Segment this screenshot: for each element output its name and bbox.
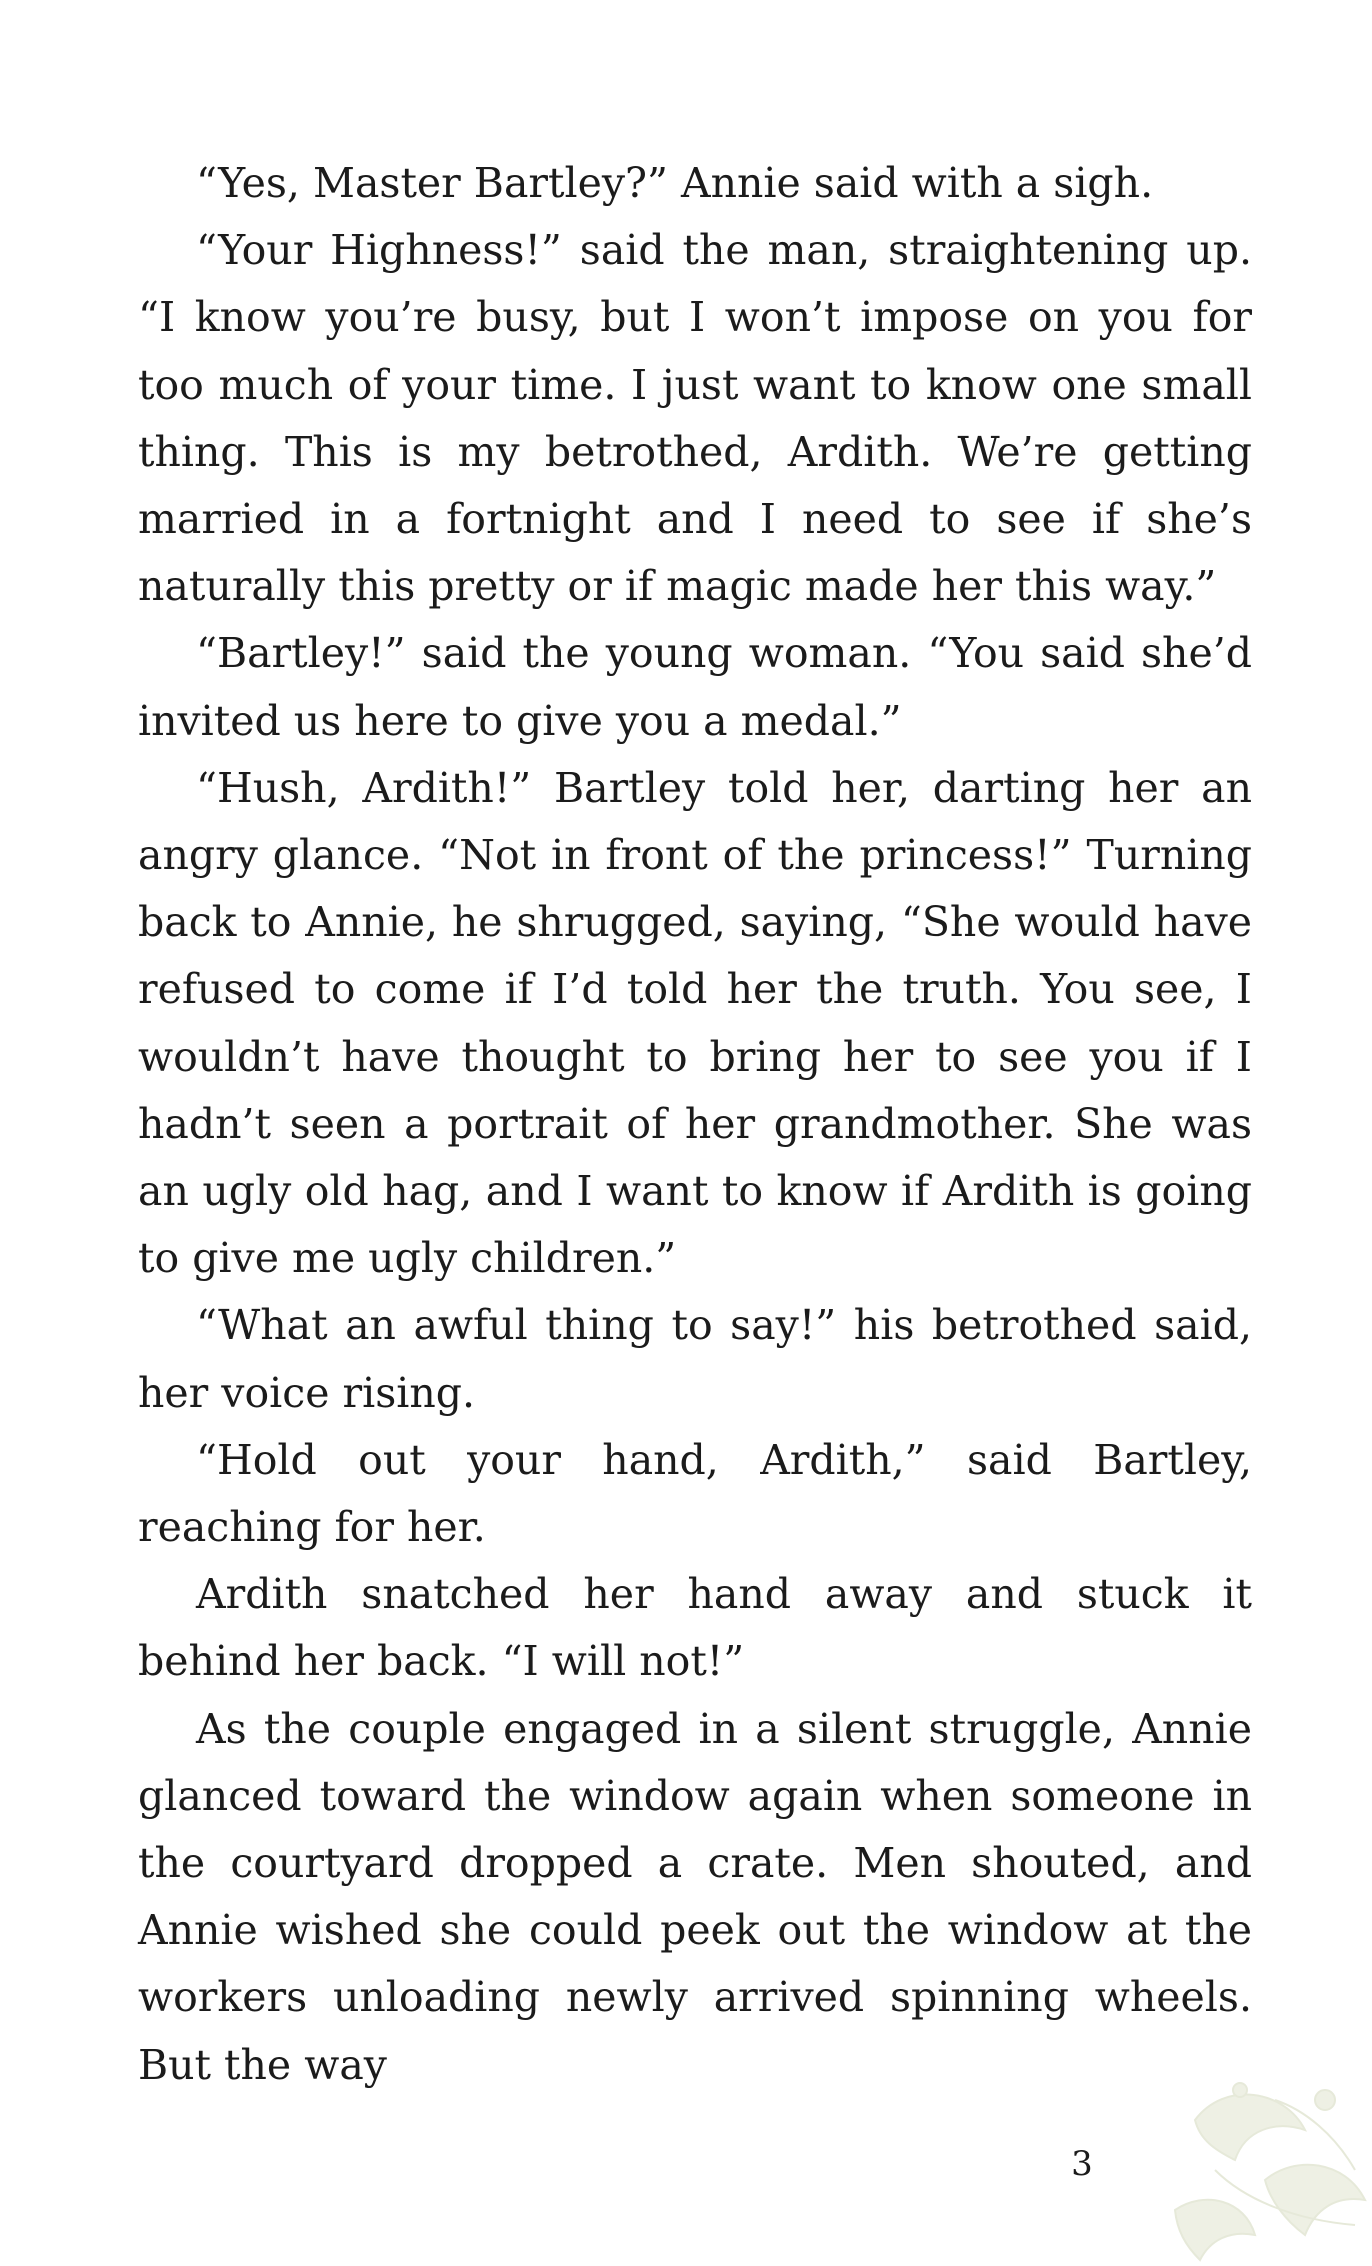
page-number: 3	[1071, 2144, 1093, 2184]
paragraph-4: “Hush, Ardith!” Bartley told her, darting her an angry glance. “Not in front of the princess!” Turning back to Annie, he shrugged, saying, “She would have refused to come if I’d told her the truth. You see, I wouldn’t have thought to bring her to see you if I hadn’t seen a portrait of her grandmother. She was an ugly old hag, and I want to know if Ardith is going to give me ugly children.”	[138, 763, 1252, 1283]
paragraph-1: “Yes, Master Bartley?” Annie said with a sigh.	[196, 159, 1154, 207]
paragraph-3: “Bartley!” said the young woman. “You said she’d invited us here to give you a medal.”	[138, 629, 1252, 745]
body-text	[138, 150, 1252, 2099]
paragraph-5: “What an awful thing to say!” his betrothed said, her voice rising.	[138, 1301, 1252, 1417]
paragraph-6: “Hold out your hand, Ardith,” said Bartley, reaching for her.	[138, 1435, 1252, 1552]
paragraph-8: As the couple engaged in a silent struggle, Annie glanced toward the window again when someone in the courtyard dropped a crate. Men shouted, and Annie wished she could peek out the window at the workers unloading newly arrived spinning wheels. But the way	[138, 1704, 1252, 2089]
leaf-ornament-icon	[1155, 2060, 1372, 2266]
paragraph-2: “Your Highness!” said the man, straightening up. “I know you’re busy, but I won’t impose on you for too much of your time. I just want to know one small thing. This is my betrothed, Ardith. We’re getting married in a fortnight and I need to see if she’s naturally this pretty or if magic made her this way.”	[138, 226, 1252, 611]
paragraph-7: Ardith snatched her hand away and stuck it behind her back. “I will not!”	[138, 1570, 1252, 1686]
